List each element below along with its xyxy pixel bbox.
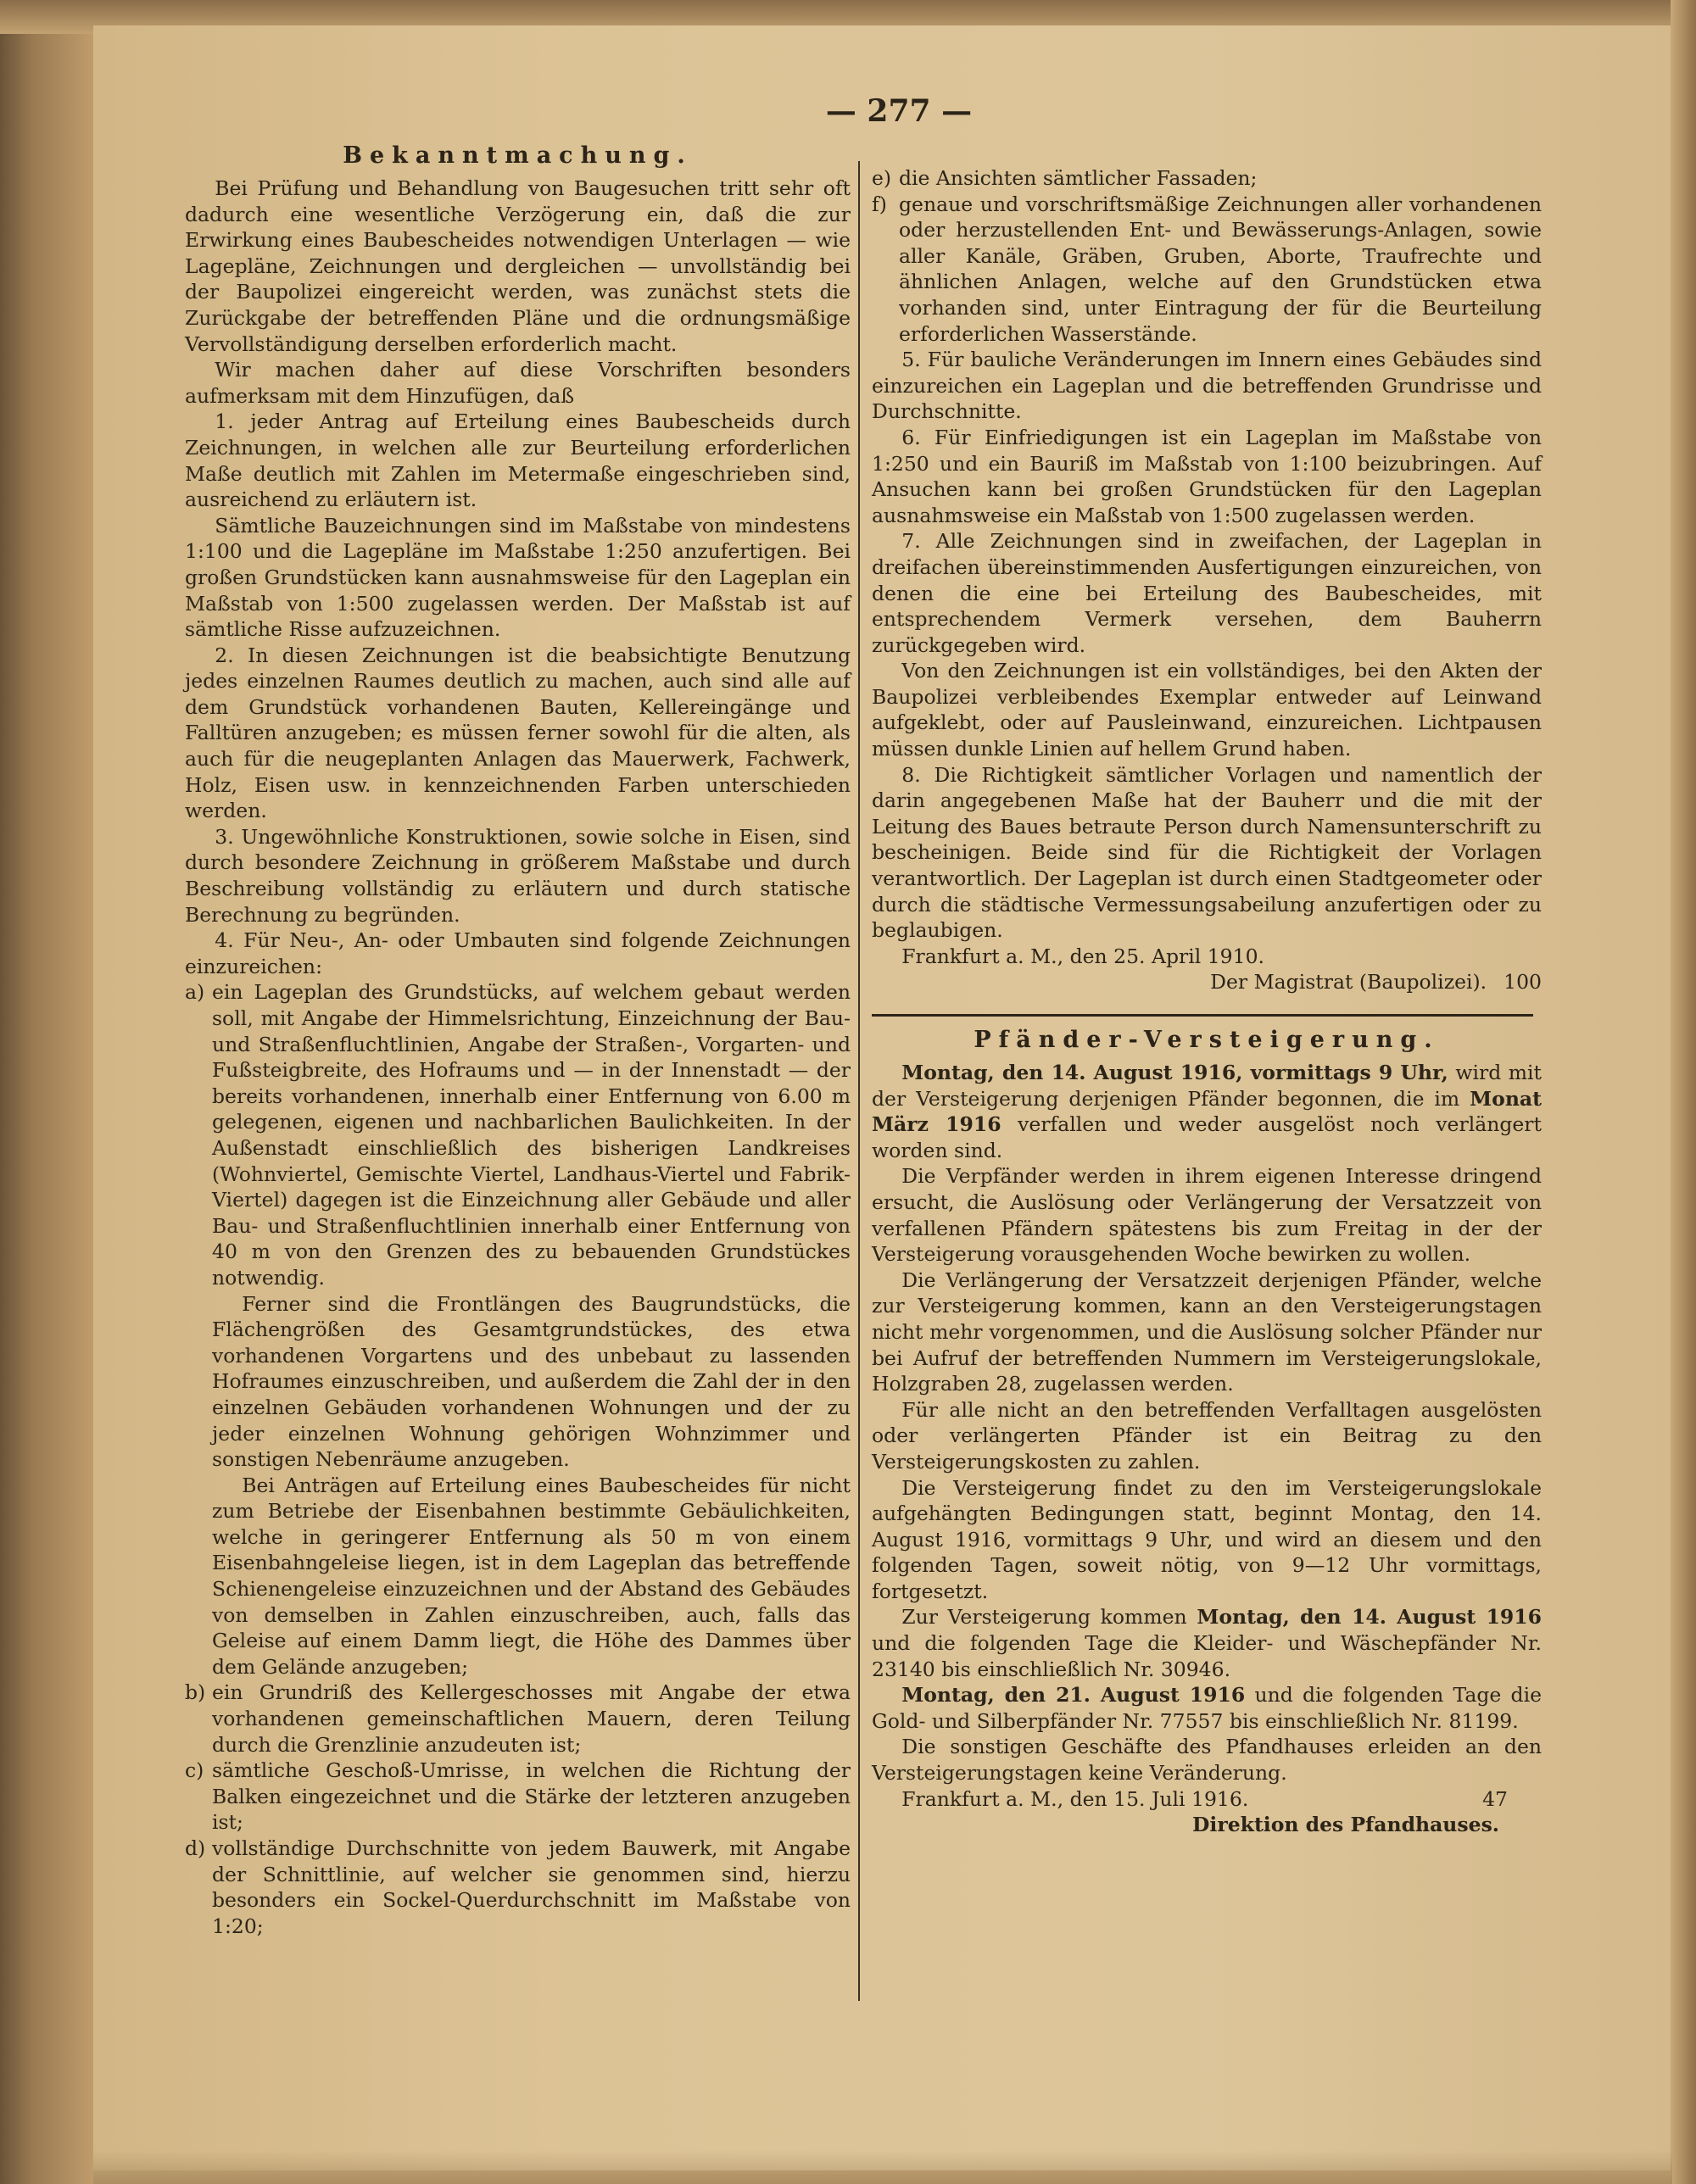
list-label: e) [872,166,892,190]
reference-number: 47 [1482,1786,1508,1811]
list-text: genaue und vorschriftsmäßige Zeichnungen aller vorhandenen oder herzustellenden Ent- und Bewässerungs-Anlagen, sowie aller Kanäle, Gräben, Gruben, Aborte, Traufrechte und ähnlichen Anlagen, welche auf den Grundstücken etwa vorhanden sind, unter Eintragung der für die Beurteilung erforderlichen Wasserstände. [899,192,1542,346]
paragraph: Die Verpfänder werden in ihrem eigenen Interesse dringend ersucht, die Auslösung oder Verlängerung der Versatzzeit von verfallenen Pfändern spätestens bis zum Freitag in der der Versteigerung vorausgehenden Woche bewirken zu wollen. [872,1164,1542,1267]
paragraph: 3. Ungewöhnliche Konstruktionen, sowie solche in Eisen, sind durch besondere Zeichnung in größerem Maßstabe und durch Beschreibung vollständig zu erläutern und durch statische Berechnung zu begründen. [185,824,851,927]
paragraph: Die Verlängerung der Versatzzeit derjenigen Pfänder, welche zur Versteigerung kommen, kann an den Versteigerungstagen nicht mehr vorgenommen, und die Auslösung solcher Pfänder nur bei Aufruf der betreffenden Nummern im Versteigerungslokale, Holzgraben 28, zugelassen werden. [872,1268,1542,1396]
paragraph [872,1604,1542,1682]
list-text: vollständige Durchschnitte von jedem Bauwerk, mit Angabe der Schnittlinie, auf welcher sie genommen sind, hierzu besonders ein Sockel-Querdurchschnitt im Maßstabe von 1:20; [212,1836,851,1938]
notice-heading: Bekanntmachung. [343,142,693,169]
signature-row [872,969,1542,995]
paragraph: 4. Für Neu-, An- oder Umbauten sind folgende Zeichnungen einzureichen: [185,928,851,978]
list-item-f [872,192,1542,348]
page-number: — 277 — [825,93,973,129]
list-item-c [185,1758,851,1836]
text: und die folgenden Tage die Kleider- und Wäschepfänder Nr. 23140 bis einschließlich Nr. 30946. [872,1631,1542,1681]
list-item-a [185,979,851,1290]
list-text: ein Lageplan des Grundstücks, auf welchem gebaut werden soll, mit Angabe der Himmelsrichtung, Einzeichnung der Bau- und Straßenfluchtlinien, Angabe der Straßen-, Vorgarten- und Fußsteigbreite, des Hofraums und — in der Innenstadt — der bereits vorhandenen, innerhalb einer Entfernung von 6.00 m gelegenen, eigenen und nachbarlichen Baulichkeiten. In der Außenstadt einschließlich des bisherigen Landkreises (Wohnviertel, Gemischte Viertel, Landhaus-Viertel und Fabrik-Viertel) dagegen ist die Einzeichnung aller Gebäude und aller Bau- und Straßenfluchtlinien innerhalb einer Entfernung von 40 m von den Grenzen des zu bebauenden Grundstückes notwendig. [212,980,851,1290]
paragraph: Sämtliche Bauzeichnungen sind im Maßstabe von mindestens 1:100 und die Lagepläne im Maßstabe 1:250 anzufertigen. Bei großen Grundstücken kann ausnahmsweise für den Lageplan ein Maßstab von 1:500 zugelassen werden. Der Maßstab ist auf sämtliche Risse aufzuzeichnen. [185,513,851,642]
list-label: c) [185,1758,204,1783]
text: wird mit der Versteigerung derjenigen Pfänder begonnen, die im [872,1061,1542,1111]
list-item-a-continued [185,1291,851,1473]
bold-date: Montag, den 14. August 1916, vormittags 9 Uhr, [901,1061,1448,1084]
list-item-e [872,165,1542,192]
paragraph: Die sonstigen Geschäfte des Pfandhauses erleiden an den Versteigerungstagen keine Veränderung. [872,1735,1542,1786]
paragraph [872,1682,1542,1734]
column-divider [858,161,860,2001]
list-text: die Ansichten sämtlicher Fassaden; [899,166,1258,190]
bold-date: Monat März 1916 [872,1086,1542,1137]
right-column [872,165,1542,1838]
list-text: Ferner sind die Frontlängen des Baugrundstücks, die Flächengrößen des Gesamtgrundstückes, des etwa vorhandenen Vorgartens und des unbebaut zu lassenden Hofraumes einzuschreiben, und außerdem die Zahl der in den einzelnen Gebäuden vorhandenen Wohnungen und der zu jeder einzelnen Wohnung gehörigen Wohnzimmer und sonstigen Nebenräume anzugeben. [212,1291,851,1472]
page-shadow [93,2150,1672,2184]
paragraph [872,1060,1542,1163]
text: Zur Versteigerung kommen [901,1605,1187,1630]
signature: Der Magistrat (Baupolizei). [1210,970,1487,994]
list-text: ein Grundriß des Kellergeschosses mit Angabe der etwa vorhandenen gemeinschaftlichen Mauern, deren Teilung durch die Grenzlinie anzudeuten ist; [212,1680,851,1757]
dateline: Frankfurt a. M., den 15. Juli 1916. [901,1786,1249,1811]
bold-date: Montag, den 21. August 1916 [901,1683,1246,1708]
list-text: Bei Anträgen auf Erteilung eines Baubescheides für nicht zum Betriebe der Eisenbahnen bestimmte Gebäulichkeiten, welche in geringerer Entfernung als 50 m von einem Eisenbahngeleise liegen, ist in dem Lageplan das betreffende Schienengeleise einzuzeichnen und der Abstand des Gebäudes von demselben in Zahlen einzuschreiben, auch, falls das Geleise auf einem Damm liegt, die Höhe des Dammes über dem Gelände anzugeben; [212,1473,851,1679]
list-text: sämtliche Geschoß-Umrisse, in welchen die Richtung der Balken eingezeichnet und die Stärke der letzteren anzugeben ist; [212,1758,851,1835]
list-label: f) [872,192,887,216]
list-item-b [185,1680,851,1758]
book-right-edge [1671,0,1696,2184]
bold-date: Montag, den 14. August 1916 [1197,1605,1542,1630]
auction-heading: Pfänder-Versteigerung. [974,1027,1440,1053]
list-label: b) [185,1680,206,1705]
paragraph: 5. Für bauliche Veränderungen im Innern eines Gebäudes sind einzureichen ein Lageplan und die betreffenden Grundrisse und Durchschnitte. [872,348,1542,424]
list-item-a-continued [185,1473,851,1680]
paragraph: Die Versteigerung findet zu den im Versteigerungslokale aufgehängten Bedingungen statt, beginnt Montag, den 14. August 1916, vormittags 9 Uhr, und wird an diesem und den folgenden Tagen, soweit nötig, von 9—12 Uhr vormittags, fortgesetzt. [872,1475,1542,1603]
list-label: d) [185,1836,206,1860]
text: verfallen und weder ausgelöst noch verlängert worden sind. [872,1112,1542,1162]
dateline-row [872,1786,1542,1813]
text: und die folgenden Tage die Gold- und Silberpfänder Nr. 77557 bis einschließlich Nr. 81199. [872,1683,1542,1733]
paragraph: 7. Alle Zeichnungen sind in zweifachen, der Lageplan in dreifachen übereinstimmenden Ausfertigungen einzureichen, von denen die eine bei Erteilung des Baubescheides, mit entsprechendem Vermerk versehen, dem Bauherrn zurückgegeben wird. [872,529,1542,657]
list-item-d [185,1836,851,1939]
signature: Direktion des Pfandhauses. [1192,1813,1499,1837]
paragraph: Für alle nicht an den betreffenden Verfalltagen ausgelösten oder verlängerten Pfänder ist ein Beitrag zu den Versteigerungskosten zu zahlen. [872,1397,1542,1474]
left-column [185,142,851,1939]
paragraph: 8. Die Richtigkeit sämtlicher Vorlagen und namentlich der darin angegebenen Maße hat der Bauherr und die mit der Leitung des Baues betraute Person durch Namensunterschrift zu bescheinigen. Beide sind für die Richtigkeit der Vorlagen verantwortlich. Der Lageplan ist durch einen Stadtgeometer oder durch die städtische Vermessungsabeilung anzufertigen oder zu beglaubigen. [872,762,1542,943]
paragraph: 6. Für Einfriedigungen ist ein Lageplan im Maßstabe von 1:250 und ein Bauriß im Maßstab von 1:100 beizubringen. Auf Ansuchen kann bei großen Grundstücken für den Lageplan ausnahmsweise ein Maßstab von 1:500 zugelassen werden. [872,425,1542,527]
paragraph: 1. jeder Antrag auf Erteilung eines Baubescheids durch Zeichnungen, in welchen alle zur Beurteilung erforderlichen Maße deutlich mit Zahlen im Metermaße eingeschrieben sind, ausreichend zu erläutern ist. [185,410,851,512]
paragraph: Bei Prüfung und Behandlung von Baugesuchen tritt sehr oft dadurch eine wesentliche Verzögerung ein, daß die zur Erwirkung eines Baubescheides notwendigen Unterlagen — wie Lagepläne, Zeichnungen und dergleichen — unvollständig bei der Baupolizei eingereicht werden, was zunächst stets die Zurückgabe der betreffenden Pläne und die ordnungsmäßige Vervollständigung derselben erforderlich macht. [185,176,851,356]
reference-number: 100 [1504,970,1542,994]
dateline: Frankfurt a. M., den 25. April 1910. [901,944,1265,968]
paragraph: Von den Zeichnungen ist ein vollständiges, bei den Akten der Baupolizei verbleibendes Exemplar entweder auf Leinwand aufgeklebt, oder auf Pausleinwand, einzureichen. Lichtpausen müssen dunkle Linien auf hellem Grund haben. [872,659,1542,761]
paragraph: Wir machen daher auf diese Vorschriften besonders aufmerksam mit dem Hinzufügen, daß [185,358,851,408]
paragraph: 2. In diesen Zeichnungen ist die beabsichtigte Benutzung jedes einzelnen Raumes deutlich zu machen, auch sind alle auf dem Grundstück vorhandenen Bauten, Kellereingänge und Falltüren anzugeben; es müssen ferner sowohl für die alten, als auch für die neugeplanten Anlagen das Mauerwerk, Fachwerk, Holz, Eisen usw. in kennzeichnenden Farben unterschieden werden. [185,643,851,823]
book-binding-edge [0,0,93,2184]
list-label: a) [185,980,205,1005]
section-rule [872,1014,1533,1017]
